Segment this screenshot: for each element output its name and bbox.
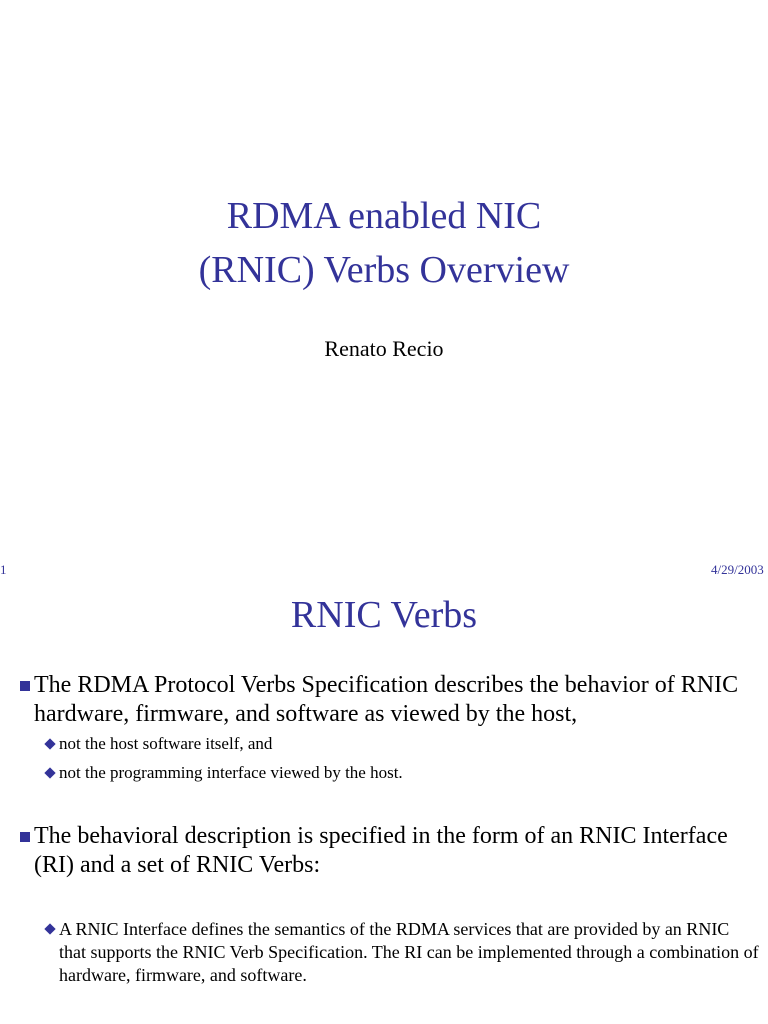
square-bullet-icon xyxy=(20,681,30,691)
bullet-item xyxy=(20,822,760,880)
sub-bullet-text: A RNIC Interface defines the semantics of the RDMA services that are provided by an RNIC that supports the RNIC Verb Specification. The RI can be implemented through a combination of hardware, firmware, and software. xyxy=(59,919,759,985)
slide-title-line-1: RDMA enabled NIC xyxy=(226,195,542,237)
slide-title: RNIC Verbs xyxy=(290,594,478,636)
sub-bullet-item xyxy=(46,733,760,755)
bullet-text: The behavioral description is specified in the form of an RNIC Interface (RI) and a set of RNIC Verbs: xyxy=(34,823,728,878)
bullet-text: The RDMA Protocol Verbs Specification describes the behavior of RNIC hardware, firmware, and software as viewed by the host, xyxy=(34,672,739,727)
slide-date: 4/29/2003 xyxy=(711,562,764,577)
slide-title-line-2: (RNIC) Verbs Overview xyxy=(198,249,570,291)
author-name: Renato Recio xyxy=(324,336,444,361)
sub-bullet-text: not the programming interface viewed by the host. xyxy=(59,763,403,782)
page-number: 1 xyxy=(0,562,7,577)
square-bullet-icon xyxy=(20,832,30,842)
sub-bullet-item xyxy=(46,918,760,987)
sub-bullet-text: not the host software itself, and xyxy=(59,734,273,753)
sub-bullet-item xyxy=(46,762,760,784)
bullet-item xyxy=(20,671,760,729)
